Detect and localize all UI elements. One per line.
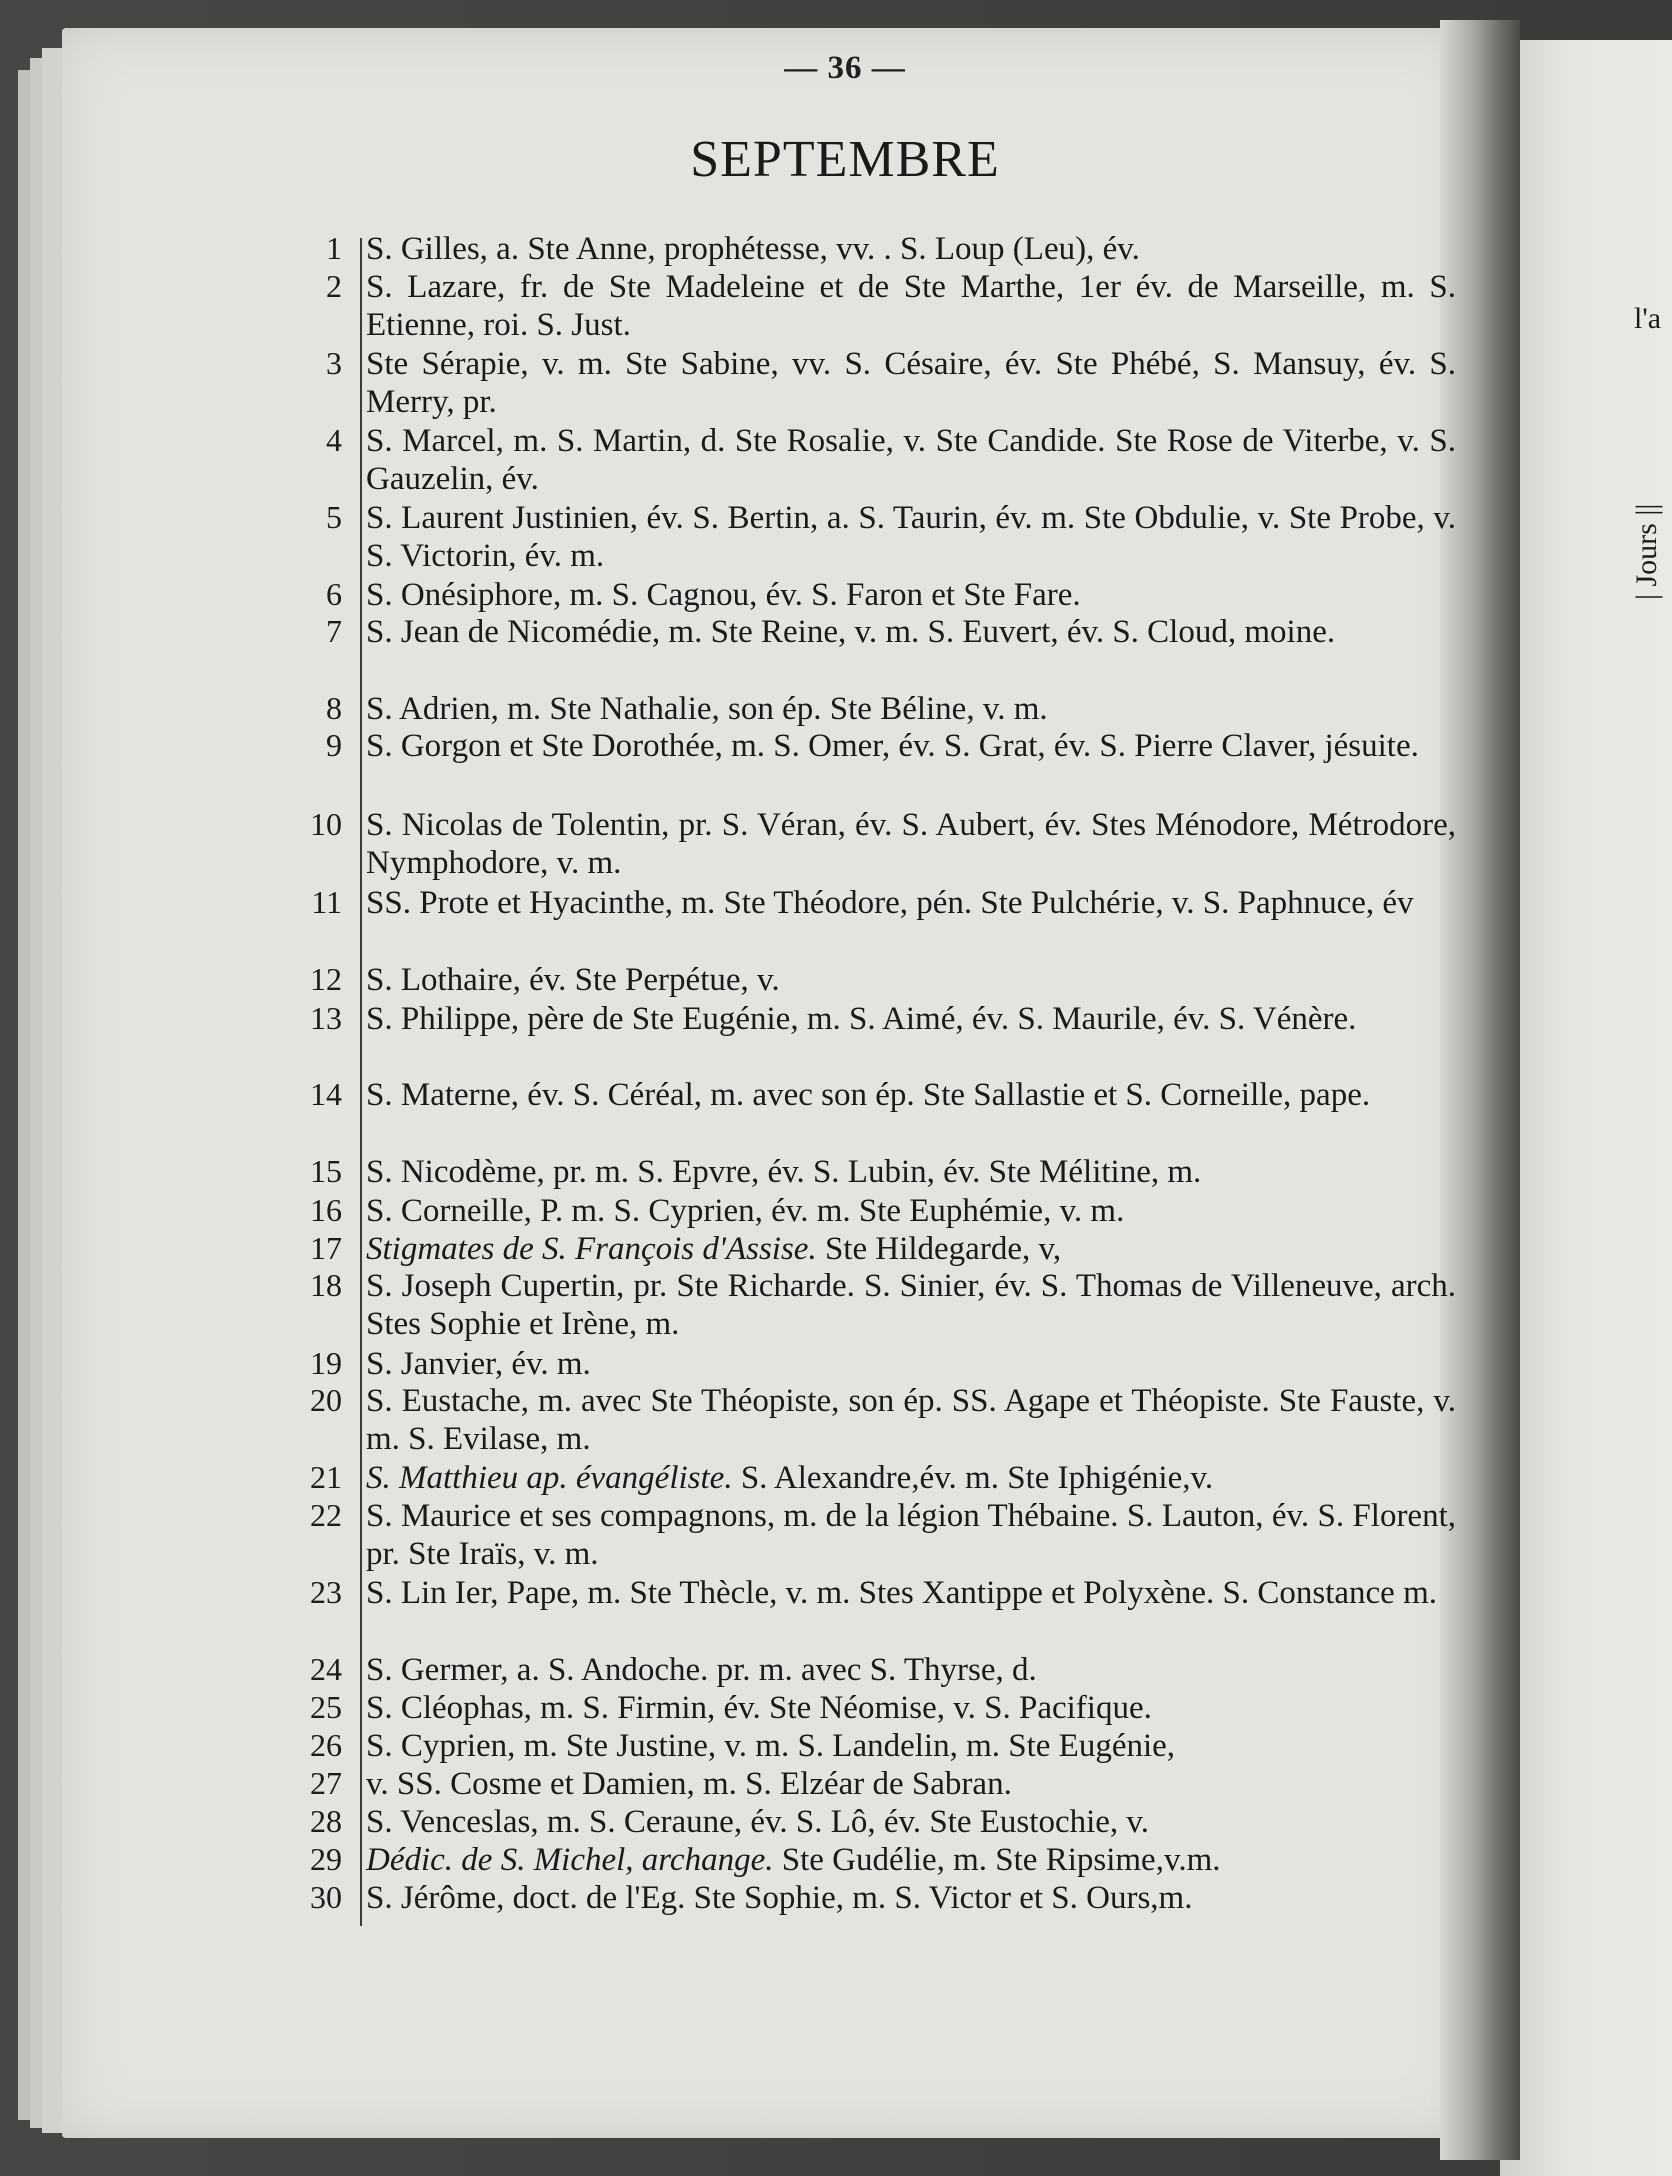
feast-title: Stigmates de S. François d'Assise. xyxy=(366,1231,817,1267)
saints-list: S. Cyprien, m. Ste Justine, v. m. S. Landelin, m. Ste Eugénie, xyxy=(366,1728,1176,1764)
saints-text xyxy=(366,1192,1456,1230)
saints-text xyxy=(366,576,1456,614)
saints-list: S. Venceslas, m. S. Ceraune, év. S. Lô, év. Ste Eustochie, v. xyxy=(366,1804,1150,1840)
day-number: 26 xyxy=(310,1727,342,1763)
saints-list: S. Adrien, m. Ste Nathalie, son ép. Ste Béline, v. m. xyxy=(366,691,1048,727)
saints-text xyxy=(366,345,1456,421)
saints-text xyxy=(366,1765,1456,1803)
page-number: — 36 — xyxy=(784,50,906,86)
saints-text xyxy=(366,1803,1456,1841)
right-page-fragment: l'a xyxy=(1634,302,1662,335)
saints-list: S. Laurent Justinien, év. S. Bertin, a. S. Taurin, év. m. Ste Obdulie, v. Ste Probe, v. S. Victorin, év. m. xyxy=(366,500,1456,574)
saints-text xyxy=(366,1230,1456,1268)
saints-text xyxy=(366,727,1456,765)
saints-text xyxy=(366,422,1456,498)
day-number: 30 xyxy=(310,1879,342,1915)
day-number: 5 xyxy=(326,499,342,535)
day-number: 13 xyxy=(310,1000,342,1036)
saints-text xyxy=(366,1879,1456,1917)
saints-text xyxy=(366,1267,1456,1343)
saints-list: S. Germer, a. S. Andoche. pr. m. avec S. Thyrse, d. xyxy=(366,1652,1037,1688)
saints-text xyxy=(366,1459,1456,1497)
day-number: 21 xyxy=(310,1459,342,1495)
saints-text xyxy=(366,230,1456,268)
day-number: 16 xyxy=(310,1192,342,1228)
saints-text xyxy=(366,1841,1456,1879)
day-number: 4 xyxy=(326,422,342,458)
day-number: 12 xyxy=(310,961,342,997)
day-number: 2 xyxy=(326,268,342,304)
saints-list: v. SS. Cosme et Damien, m. S. Elzéar de Sabran. xyxy=(366,1766,1012,1802)
saints-text xyxy=(366,1000,1456,1038)
saints-text xyxy=(366,1727,1456,1765)
right-page-side-label: | Jours || xyxy=(1630,503,1663,600)
saints-list: S. Jérôme, doct. de l'Eg. Ste Sophie, m. S. Victor et S. Ours,m. xyxy=(366,1880,1193,1916)
saints-list: S. Janvier, év. m. xyxy=(366,1346,591,1382)
day-number: 1 xyxy=(326,230,342,266)
saints-text xyxy=(366,613,1456,651)
day-number: 9 xyxy=(326,727,342,763)
day-number: 3 xyxy=(326,345,342,381)
saints-text xyxy=(366,1574,1456,1612)
saints-text xyxy=(366,806,1456,882)
saints-list: Ste Gudélie, m. Ste Ripsime,v.m. xyxy=(773,1842,1221,1878)
saints-text xyxy=(366,268,1456,344)
day-number: 25 xyxy=(310,1689,342,1725)
saints-text xyxy=(366,884,1456,922)
saints-list: Ste Sérapie, v. m. Ste Sabine, vv. S. Césaire, év. Ste Phébé, S. Mansuy, év. S. Merry, pr. xyxy=(366,346,1456,420)
day-number: 17 xyxy=(310,1230,342,1266)
saints-list: S. Joseph Cupertin, pr. Ste Richarde. S. Sinier, év. S. Thomas de Villeneuve, arch. Stes Sophie et Irène, m. xyxy=(366,1268,1456,1342)
saints-text xyxy=(366,1153,1456,1191)
saints-list: Ste Hildegarde, v, xyxy=(816,1231,1062,1267)
day-number: 19 xyxy=(310,1345,342,1381)
saints-list: S. Gorgon et Ste Dorothée, m. S. Omer, év. S. Grat, év. S. Pierre Claver, jésuite. xyxy=(366,728,1419,764)
saints-text xyxy=(366,1651,1456,1689)
saints-list: S. Alexandre,év. m. Ste Iphigénie,v. xyxy=(732,1460,1214,1496)
day-number: 27 xyxy=(310,1765,342,1801)
saints-list: S. Onésiphore, m. S. Cagnou, év. S. Faron et Ste Fare. xyxy=(366,577,1081,613)
saints-list: S. Philippe, père de Ste Eugénie, m. S. Aimé, év. S. Maurile, év. S. Vénère. xyxy=(366,1001,1357,1037)
saints-text xyxy=(366,1689,1456,1727)
saints-text xyxy=(366,499,1456,575)
saints-list: S. Lothaire, év. Ste Perpétue, v. xyxy=(366,962,780,998)
saints-text xyxy=(366,1345,1456,1383)
day-number: 15 xyxy=(310,1153,342,1189)
day-number: 23 xyxy=(310,1574,342,1610)
saints-list: S. Nicodème, pr. m. S. Epvre, év. S. Lubin, év. Ste Mélitine, m. xyxy=(366,1154,1202,1190)
feast-title: S. Matthieu ap. évangéliste. xyxy=(366,1460,733,1496)
day-number: 18 xyxy=(310,1267,342,1303)
saints-list: S. Cléophas, m. S. Firmin, év. Ste Néomise, v. S. Pacifique. xyxy=(366,1690,1152,1726)
saints-text xyxy=(366,1076,1456,1114)
saints-list: S. Nicolas de Tolentin, pr. S. Véran, év. S. Aubert, év. Stes Ménodore, Métrodore, Nymphodore, v. m. xyxy=(366,807,1456,881)
day-number: 28 xyxy=(310,1803,342,1839)
saints-list: S. Corneille, P. m. S. Cyprien, év. m. Ste Euphémie, v. m. xyxy=(366,1193,1125,1229)
day-number: 6 xyxy=(326,576,342,612)
day-number: 29 xyxy=(310,1841,342,1877)
day-number: 10 xyxy=(310,806,342,842)
saints-list: S. Marcel, m. S. Martin, d. Ste Rosalie, v. Ste Candide. Ste Rose de Viterbe, v. S. Gauzelin, év. xyxy=(366,423,1456,497)
day-number: 24 xyxy=(310,1651,342,1687)
saints-list: S. Eustache, m. avec Ste Théopiste, son ép. SS. Agape et Théopiste. Ste Fauste, v. m. S. Evilase, m. xyxy=(366,1383,1456,1457)
day-number: 7 xyxy=(326,613,342,649)
day-number: 11 xyxy=(311,884,342,920)
feast-title: Dédic. de S. Michel, archange. xyxy=(366,1842,774,1878)
day-number: 20 xyxy=(310,1382,342,1418)
saints-list: S. Materne, év. S. Céréal, m. avec son ép. Ste Sallastie et S. Corneille, pape. xyxy=(366,1077,1371,1113)
saints-list: S. Gilles, a. Ste Anne, prophétesse, vv. . S. Loup (Leu), év. xyxy=(366,231,1140,267)
saints-text xyxy=(366,1497,1456,1573)
day-number: 22 xyxy=(310,1497,342,1533)
saints-list: S. Lin Ier, Pape, m. Ste Thècle, v. m. Stes Xantippe et Polyxène. S. Constance m. xyxy=(366,1575,1438,1611)
saints-text xyxy=(366,1382,1456,1458)
saints-text xyxy=(366,690,1456,728)
month-title: SEPTEMBRE xyxy=(690,131,1000,188)
saints-list: S. Jean de Nicomédie, m. Ste Reine, v. m. S. Euvert, év. S. Cloud, moine. xyxy=(366,614,1336,650)
saints-text xyxy=(366,961,1456,999)
saints-list: SS. Prote et Hyacinthe, m. Ste Théodore, pén. Ste Pulchérie, v. S. Paphnuce, év xyxy=(366,885,1414,921)
day-number: 8 xyxy=(326,690,342,726)
day-number: 14 xyxy=(310,1076,342,1112)
saints-list: S. Lazare, fr. de Ste Madeleine et de Ste Marthe, 1er év. de Marseille, m. S. Etienne, roi. S. Just. xyxy=(366,269,1456,343)
saints-list: S. Maurice et ses compagnons, m. de la légion Thébaine. S. Lauton, év. S. Florent, pr. Ste Iraïs, v. m. xyxy=(366,1498,1456,1572)
